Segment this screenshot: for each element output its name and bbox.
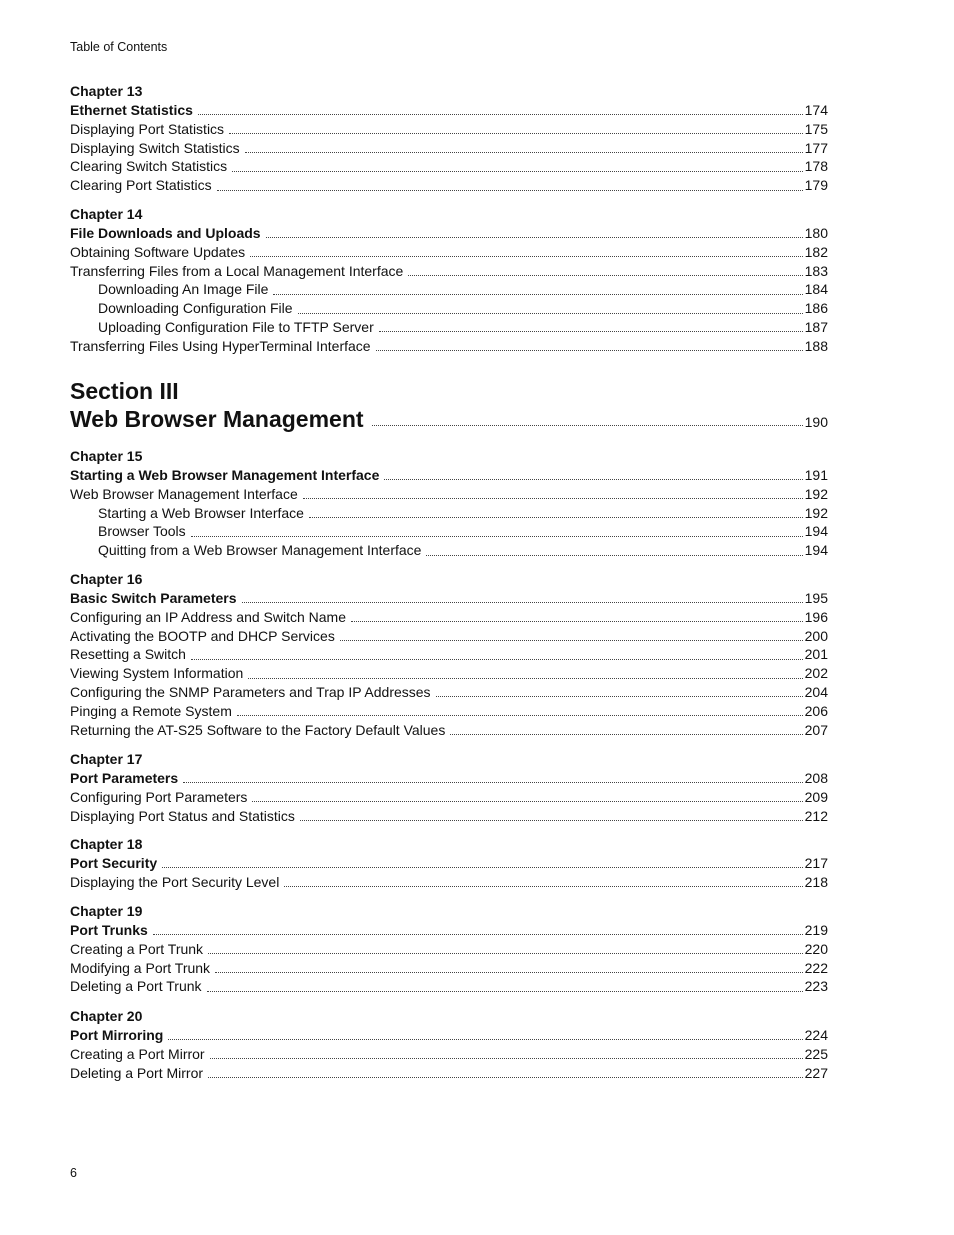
- toc-entry-title: Clearing Switch Statistics: [70, 158, 228, 175]
- dot-leader: [408, 274, 802, 276]
- toc-entry-title: Displaying Port Statistics: [70, 120, 225, 137]
- toc-entry[interactable]: [70, 627, 828, 646]
- toc-entry-title: File Downloads and Uploads: [70, 225, 261, 241]
- chapter-label: Chapter 15: [70, 448, 143, 464]
- toc-entry-title: Starting a Web Browser Interface: [98, 504, 304, 521]
- toc-entry-page: 194: [804, 523, 828, 540]
- toc-entry-title: Starting a Web Browser Management Interface: [70, 467, 380, 483]
- dot-leader: [300, 819, 803, 821]
- toc-entry-title: Transferring Files from a Local Management Interface: [70, 262, 404, 279]
- toc-section-entry[interactable]: [70, 405, 828, 433]
- dot-leader: [298, 312, 803, 314]
- toc-entry[interactable]: [70, 157, 828, 176]
- toc-entry-title: Port Trunks: [70, 922, 148, 938]
- toc-entry-page: 224: [804, 1027, 828, 1043]
- toc-entry-page: 187: [804, 318, 828, 335]
- dot-leader: [248, 677, 802, 679]
- dot-leader: [266, 236, 803, 238]
- toc-entry-title: Uploading Configuration File to TFTP Server: [98, 318, 374, 335]
- toc-entry-page: 217: [804, 855, 828, 871]
- toc-entry-title: Displaying the Port Security Level: [70, 873, 280, 890]
- toc-entry[interactable]: [70, 1045, 828, 1064]
- chapter-20-block: [70, 1007, 828, 1082]
- toc-entry-page: 188: [804, 337, 828, 354]
- toc-entry-page: 175: [804, 120, 828, 137]
- chapter-label: Chapter 14: [70, 206, 143, 222]
- toc-entry-title: Web Browser Management Interface: [70, 485, 298, 502]
- dot-leader: [207, 990, 803, 992]
- dot-leader: [210, 1057, 803, 1059]
- toc-entry-page: 183: [804, 262, 828, 279]
- dot-leader: [191, 535, 803, 537]
- section-title: Web Browser Management: [70, 406, 364, 432]
- chapter-label: Chapter 16: [70, 571, 143, 587]
- toc-entry-title: Resetting a Switch: [70, 646, 186, 663]
- dot-leader: [284, 885, 802, 887]
- toc-subentry[interactable]: [70, 541, 828, 560]
- dot-leader: [450, 733, 802, 735]
- toc-entry[interactable]: [70, 262, 828, 281]
- toc-entry-file-downloads[interactable]: [70, 224, 828, 243]
- chapter-19-block: [70, 902, 828, 996]
- dot-leader: [379, 330, 803, 332]
- toc-entry-title: Returning the AT-S25 Software to the Factory Default Values: [70, 721, 446, 738]
- dot-leader: [426, 554, 802, 556]
- toc-entry[interactable]: [70, 664, 828, 683]
- toc-entry-page: 219: [804, 922, 828, 938]
- toc-entry[interactable]: [70, 139, 828, 158]
- toc-entry-title: Transferring Files Using HyperTerminal Interface: [70, 337, 371, 354]
- dot-leader: [245, 151, 803, 153]
- toc-entry[interactable]: [70, 873, 828, 892]
- dot-leader: [191, 658, 803, 660]
- toc-entry[interactable]: [70, 683, 828, 702]
- toc-entry-page: 212: [804, 807, 828, 824]
- dot-leader: [162, 866, 803, 868]
- toc-entry[interactable]: [70, 645, 828, 664]
- chapter-17-block: [70, 750, 828, 825]
- dot-leader: [229, 132, 803, 134]
- toc-entry[interactable]: [70, 120, 828, 139]
- toc-entry-port-security[interactable]: [70, 854, 828, 873]
- dot-leader: [198, 113, 803, 115]
- toc-entry-page: 192: [804, 485, 828, 502]
- toc-entry-page: 195: [804, 590, 828, 606]
- toc-entry-title: Browser Tools: [98, 523, 186, 540]
- dot-leader: [217, 189, 803, 191]
- dot-leader: [168, 1038, 802, 1040]
- toc-subentry[interactable]: [70, 280, 828, 299]
- toc-entry-title: Downloading Configuration File: [98, 300, 293, 317]
- dot-leader: [384, 478, 802, 480]
- toc-entry[interactable]: [70, 702, 828, 721]
- toc-entry-page: 179: [804, 177, 828, 194]
- dot-leader: [237, 714, 803, 716]
- toc-subentry[interactable]: [70, 522, 828, 541]
- chapter-13-block: [70, 82, 828, 195]
- dot-leader: [242, 601, 803, 603]
- toc-entry[interactable]: [70, 959, 828, 978]
- toc-entry-title: Creating a Port Trunk: [70, 940, 204, 957]
- toc-entry[interactable]: [70, 337, 828, 356]
- toc-entry[interactable]: [70, 1064, 828, 1083]
- dot-leader: [436, 695, 803, 697]
- toc-entry-page: 222: [804, 959, 828, 976]
- toc-entry-title: Displaying Port Status and Statistics: [70, 807, 295, 824]
- toc-entry-title: Viewing System Information: [70, 665, 244, 682]
- toc-entry-page: 223: [804, 978, 828, 995]
- toc-entry[interactable]: [70, 243, 828, 262]
- toc-entry-title: Basic Switch Parameters: [70, 590, 237, 606]
- toc-entry-title: Configuring an IP Address and Switch Name: [70, 608, 347, 625]
- toc-entry-page: 204: [804, 683, 828, 700]
- chapter-label: Chapter 13: [70, 83, 143, 99]
- section-3-block: [70, 377, 828, 433]
- toc-entry[interactable]: [70, 807, 828, 826]
- toc-entry[interactable]: [70, 977, 828, 996]
- toc-entry-port-mirroring[interactable]: [70, 1026, 828, 1045]
- chapter-15-block: [70, 447, 828, 560]
- toc-entry-title: Activating the BOOTP and DHCP Services: [70, 627, 335, 644]
- dot-leader: [340, 639, 803, 641]
- dot-leader: [351, 620, 803, 622]
- toc-entry-page: 192: [804, 504, 828, 521]
- toc-entry-page: 218: [804, 873, 828, 890]
- toc-entry[interactable]: [70, 608, 828, 627]
- toc-entry-page: 194: [804, 542, 828, 559]
- toc-entry-title: Port Mirroring: [70, 1027, 164, 1043]
- toc-entry-page: 190: [804, 414, 828, 430]
- toc-subentry[interactable]: [70, 299, 828, 318]
- dot-leader: [309, 516, 803, 518]
- dot-leader: [208, 952, 803, 954]
- dot-leader: [273, 293, 802, 295]
- toc-entry-page: 227: [804, 1064, 828, 1081]
- toc-entry-page: 174: [804, 102, 828, 118]
- toc-entry-page: 191: [804, 467, 828, 483]
- page-number: 6: [70, 1166, 77, 1180]
- toc-entry-title: Ethernet Statistics: [70, 102, 193, 118]
- toc-entry-ethernet-statistics[interactable]: [70, 101, 828, 120]
- chapter-16-block: [70, 570, 828, 739]
- toc-entry-title: Quitting from a Web Browser Management Interface: [98, 542, 422, 559]
- running-head: Table of Contents: [70, 40, 168, 54]
- toc-entry-page: 202: [804, 665, 828, 682]
- toc-entry[interactable]: [70, 788, 828, 807]
- chapter-label: Chapter 19: [70, 903, 143, 919]
- toc-entry-title: Displaying Switch Statistics: [70, 139, 240, 156]
- dot-leader: [183, 781, 802, 783]
- toc-entry-page: 208: [804, 770, 828, 786]
- dot-leader: [250, 255, 803, 257]
- toc-entry-page: 225: [804, 1045, 828, 1062]
- toc-entry-title: Modifying a Port Trunk: [70, 959, 211, 976]
- toc-entry-page: 182: [804, 243, 828, 260]
- toc-entry[interactable]: [70, 721, 828, 740]
- toc-entry-title: Deleting a Port Trunk: [70, 978, 202, 995]
- toc-entry-title: Clearing Port Statistics: [70, 177, 212, 194]
- toc-subentry[interactable]: [70, 504, 828, 523]
- toc-entry-title: Deleting a Port Mirror: [70, 1064, 204, 1081]
- toc-entry-page: 209: [804, 788, 828, 805]
- toc-entry-page: 206: [804, 702, 828, 719]
- dot-leader: [215, 971, 803, 973]
- dot-leader: [303, 497, 803, 499]
- dot-leader: [153, 933, 803, 935]
- toc-entry[interactable]: [70, 485, 828, 504]
- toc-entry-basic-switch[interactable]: [70, 589, 828, 608]
- toc-entry-title: Configuring Port Parameters: [70, 788, 248, 805]
- toc-entry-page: 177: [804, 139, 828, 156]
- toc-entry-page: 200: [804, 627, 828, 644]
- dot-leader: [208, 1076, 803, 1078]
- toc-entry-port-parameters[interactable]: [70, 769, 828, 788]
- toc-entry-port-trunks[interactable]: [70, 921, 828, 940]
- toc-entry-title: Downloading An Image File: [98, 281, 269, 298]
- toc-entry-page: 220: [804, 940, 828, 957]
- toc-subentry[interactable]: [70, 318, 828, 337]
- toc-entry-page: 178: [804, 158, 828, 175]
- dot-leader: [252, 800, 802, 802]
- chapter-18-block: [70, 835, 828, 892]
- chapter-label: Chapter 18: [70, 836, 143, 852]
- chapter-14-block: [70, 205, 828, 356]
- toc-entry[interactable]: [70, 940, 828, 959]
- toc-entry-title: Obtaining Software Updates: [70, 243, 246, 260]
- toc-entry-title: Configuring the SNMP Parameters and Trap IP Addresses: [70, 683, 431, 700]
- toc-entry-starting-web[interactable]: [70, 466, 828, 485]
- toc-entry-title: Pinging a Remote System: [70, 702, 232, 719]
- toc-entry-page: 184: [804, 281, 828, 298]
- chapter-label: Chapter 17: [70, 751, 143, 767]
- dot-leader: [372, 425, 803, 426]
- toc-entry-page: 196: [804, 608, 828, 625]
- toc-entry-title: Creating a Port Mirror: [70, 1045, 205, 1062]
- toc-entry-page: 186: [804, 300, 828, 317]
- dot-leader: [376, 349, 803, 351]
- toc-entry-page: 201: [804, 646, 828, 663]
- toc-entry[interactable]: [70, 176, 828, 195]
- toc-entry-title: Port Security: [70, 855, 158, 871]
- toc-entry-page: 207: [804, 721, 828, 738]
- section-number: Section III: [70, 378, 179, 404]
- chapter-label: Chapter 20: [70, 1008, 143, 1024]
- toc-entry-title: Port Parameters: [70, 770, 179, 786]
- dot-leader: [232, 170, 802, 172]
- toc-entry-page: 180: [804, 225, 828, 241]
